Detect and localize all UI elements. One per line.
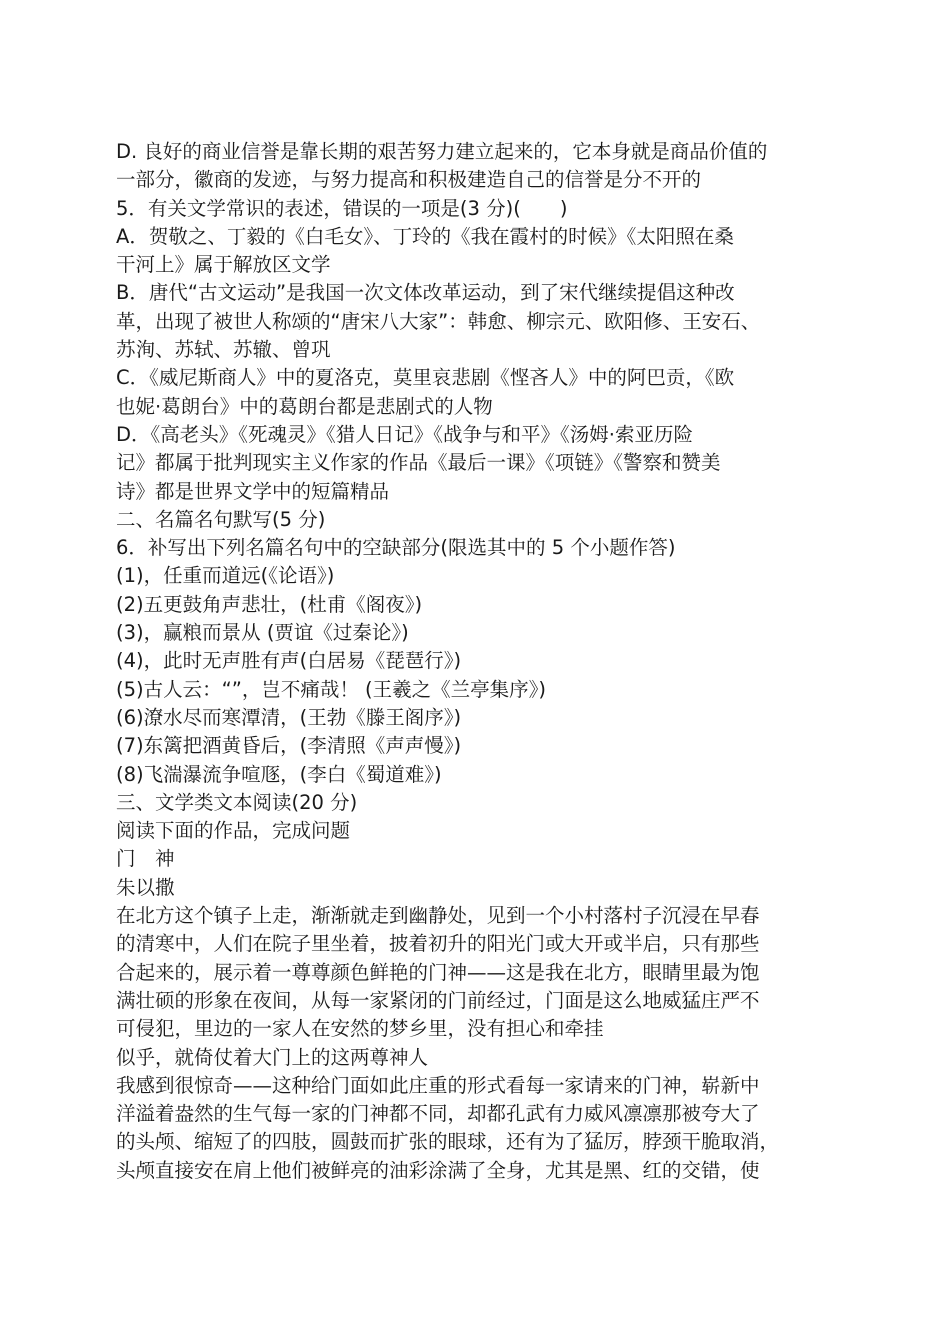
section-heading: 二、名篇名句默写(5 分) <box>116 507 326 531</box>
fill-item: (6)潦水尽而寒潭清，(王勃《滕王阁序》) <box>116 705 462 729</box>
article-text-line: 在北方这个镇子上走，渐渐就走到幽静处，见到一个小村落村子沉浸在早春 <box>116 904 760 928</box>
instruction: 阅读下面的作品，完成问题 <box>116 819 351 843</box>
text-line: 干河上》属于解放区文学 <box>116 253 331 277</box>
section-heading: 三、文学类文本阅读(20 分) <box>116 790 358 814</box>
question-heading: 5．有关文学常识的表述，错误的一项是(3 分)( ) <box>116 196 568 220</box>
article-text-line: 洋溢着盎然的生气每一家的门神都不同，却都孔武有力威风凛凛那被夸大了 <box>116 1102 760 1126</box>
text-line: 一部分，徽商的发迹，与努力提高和积极建造自己的信誉是分不开的 <box>116 168 702 192</box>
fill-item: (5)古人云：“”，岂不痛哉！ (王羲之《兰亭集序》) <box>116 677 546 701</box>
fill-item: (8)飞湍瀑流争喧豗，(李白《蜀道难》) <box>116 762 442 786</box>
text-line: 记》都属于批判现实主义作家的作品《最后一课》《项链》《警察和赞美 <box>116 451 721 475</box>
document-page <box>116 138 846 1185</box>
option-c: C．《威尼斯商人》中的夏洛克，莫里哀悲剧《悭吝人》中的阿巴贡，《欧 <box>116 366 735 390</box>
question-heading: 6．补写出下列名篇名句中的空缺部分(限选其中的 5 个小题作答) <box>116 536 676 560</box>
article-text-line: 可侵犯，里边的一家人在安然的梦乡里，没有担心和牵挂 <box>116 1017 604 1041</box>
fill-item: (7)东篱把酒黄昏后，(李清照《声声慢》) <box>116 734 462 758</box>
text-line: D. 良好的商业信誉是靠长期的艰苦努力建立起来的，它本身就是商品价值的 <box>116 140 768 163</box>
article-text-line: 我感到很惊奇——这种给门面如此庄重的形式看每一家请来的门神，崭新中 <box>116 1073 760 1097</box>
article-text-line: 满壮硕的形象在夜间，从每一家紧闭的门前经过，门面是这么地威猛庄严不 <box>116 988 760 1012</box>
article-text-line: 头颅直接安在肩上他们被鲜亮的油彩涂满了全身，尤其是黑、红的交错，使 <box>116 1158 760 1182</box>
article-title: 门 神 <box>116 847 175 871</box>
text-line: 也妮·葛朗台》中的葛朗台都是悲剧式的人物 <box>116 394 493 418</box>
fill-item: (3)，赢粮而景从 (贾谊《过秦论》) <box>116 621 409 645</box>
text-line: 苏洵、苏轼、苏辙、曾巩 <box>116 338 331 362</box>
option-a: A．贺敬之、丁毅的《白毛女》、丁玲的《我在霞村的时候》《太阳照在桑 <box>116 224 734 248</box>
fill-item: (4)，此时无声胜有声(白居易《琵琶行》) <box>116 649 462 673</box>
article-text-line: 合起来的，展示着一尊尊颜色鲜艳的门神——这是我在北方，眼睛里最为饱 <box>116 960 760 984</box>
fill-item: (2)五更鼓角声悲壮，(杜甫《阁夜》) <box>116 592 423 616</box>
option-b: B．唐代“古文运动”是我国一次文体改革运动，到了宋代继续提倡这种改 <box>116 281 735 305</box>
article-text-line: 似乎，就倚仗着大门上的这两尊神人 <box>116 1045 429 1069</box>
text-line: 革，出现了被世人称颂的“唐宋八大家”：韩愈、柳宗元、欧阳修、王安石、 <box>116 309 761 333</box>
article-text-line: 的头颅、缩短了的四肢，圆鼓而扩张的眼球，还有为了猛厉，脖颈干脆取消， <box>116 1130 780 1154</box>
option-d: D．《高老头》《死魂灵》《猎人日记》《战争与和平》《汤姆·索亚历险 <box>116 422 693 446</box>
article-author: 朱以撒 <box>116 875 175 899</box>
fill-item: (1)，任重而道远(《论语》) <box>116 564 335 588</box>
article-text-line: 的清寒中，人们在院子里坐着，披着初升的阳光门或大开或半启，只有那些 <box>116 932 760 956</box>
text-line: 诗》都是世界文学中的短篇精品 <box>116 479 390 503</box>
